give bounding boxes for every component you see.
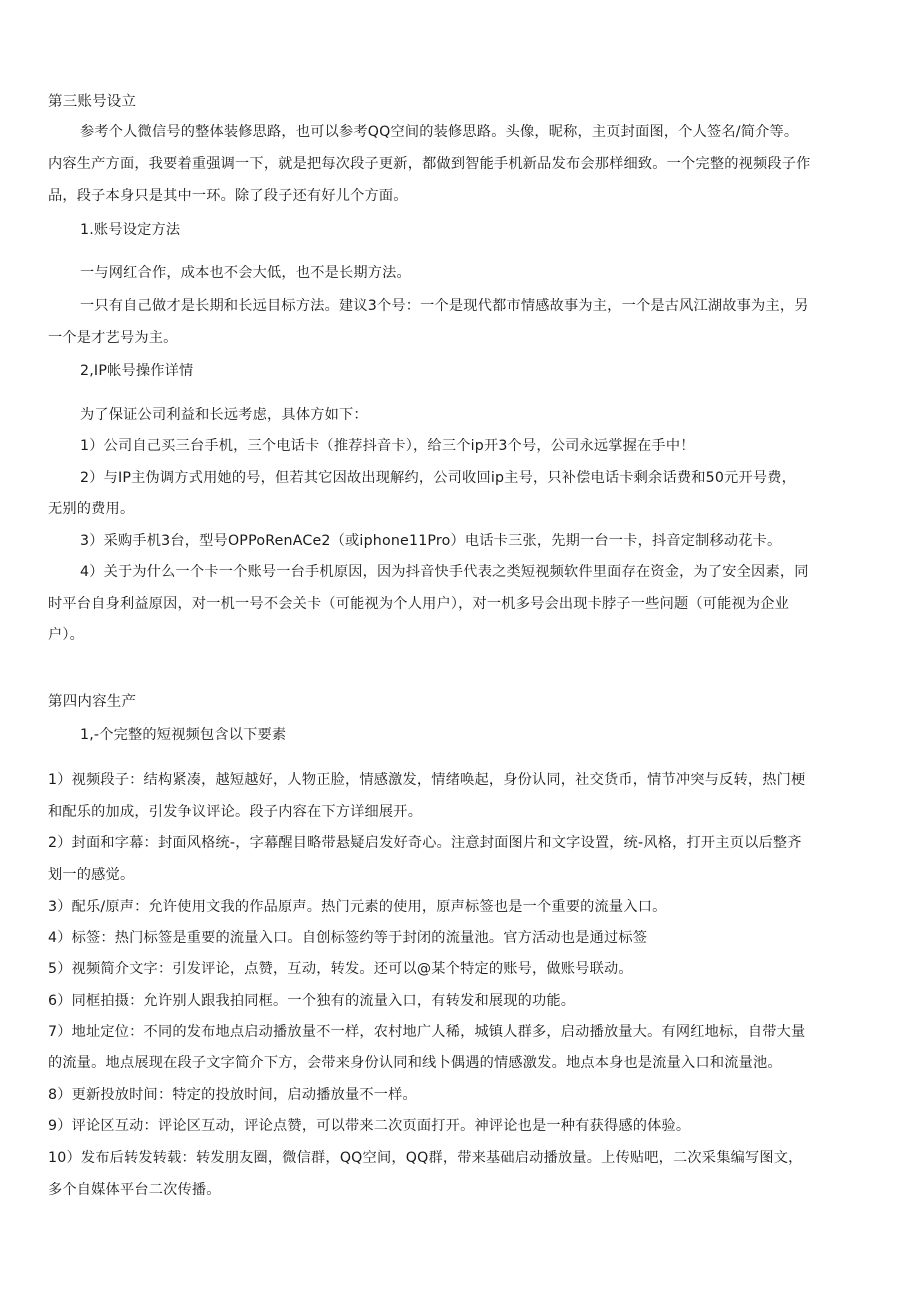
paragraph-line: 一与网红合作，成本也不会大低，也不是长期方法。	[80, 265, 411, 281]
list-item: 4）标签：热门标签是重要的流量入口。自创标签约等于封闭的流量池。官方活动也是通过标签	[48, 930, 648, 946]
section-heading: 第三账号设立	[48, 94, 137, 110]
list-item: 4）关于为什么一个卡一个账号一台手机原因，因为抖音快手代表之类短视频软件里面存在资金，为了安全因素，同	[80, 564, 809, 580]
subheading: 1.账号设定方法	[80, 222, 181, 238]
list-item: 5）视频简介文字：引发评论，点赞，互动，转发。还可以@某个特定的账号，做账号联动。	[48, 961, 633, 977]
list-item: 10）发布后转发转载：转发朋友圈，微信群，QQ空间，QQ群，带来基础启动播放量。上传贴吧，二次采集编写图文，	[48, 1150, 803, 1166]
list-item: 和配乐的加成，引发争议评论。段子内容在下方详细展开。	[48, 804, 423, 820]
list-item: 1）视频段子：结构紧凑，越短越好，人物正脸，情感激发，情绪唤起，身份认同，社交货币，情节冲突与反转，热门梗	[48, 772, 806, 788]
paragraph-line: 参考个人微信号的整体装修思路，也可以参考QQ空间的装修思路。头像，昵称，主页封面图，个人签名/简介等。	[80, 124, 799, 140]
paragraph-line: 内容生产方面，我要着重强调一下，就是把每次段子更新，都做到智能手机新品发布会那样细致。一个完整的视频段子作	[48, 156, 811, 172]
list-item: 的流量。地点展现在段子文字简介下方，会带来身份认同和线卜偶遇的情感激发。地点本身也是流量入口和流量池。	[48, 1055, 782, 1071]
subheading: 2,IP帐号操作详情	[80, 363, 194, 379]
list-item: 3）采购手机3台，型号OPPoRenACe2（或iphone11Pro）电话卡三张，先期一台一卡，抖音定制移动花卡。	[80, 533, 782, 549]
list-item: 划一的感觉。	[48, 867, 135, 883]
list-item: 7）地址定位：不同的发布地点启动播放量不一样，农村地广人稀，城镇人群多，启动播放量大。有网红地标，自带大量	[48, 1024, 806, 1040]
list-item: 无别的费用。	[48, 501, 135, 517]
list-item: 3）配乐/原声：允许使用文我的作品原声。热门元素的使用，原声标签也是一个重要的流量入口。	[48, 899, 667, 915]
list-item: 户）。	[48, 627, 85, 643]
list-item: 时平台自身利益原因，对一机一号不会关卡（可能视为个人用户），对一机多号会出现卡脖子一些问题（可能视为企业	[48, 596, 790, 612]
paragraph-line: 为了保证公司利益和长远考虑，具体方如下：	[80, 407, 368, 423]
list-item: 9）评论区互动：评论区互动，评论点赞，可以带来二次页面打开。神评论也是一种有获得感的体验。	[48, 1118, 691, 1134]
list-item: 6）同框拍摄：允许别人跟我拍同框。一个独有的流量入口，有转发和展现的功能。	[48, 993, 576, 1009]
paragraph-line: 一个是才艺号为主。	[48, 330, 178, 346]
list-item: 2）封面和字幕：封面风格统-，字幕醒目略带悬疑启发好奇心。注意封面图片和文字设置，统-风格，打开主页以后整齐	[48, 835, 802, 851]
section-heading: 第四内容生产	[48, 694, 137, 710]
list-item: 8）更新投放时间：特定的投放时间，启动播放量不一样。	[48, 1087, 417, 1103]
paragraph-line: 品，段子本身只是其中一环。除了段子还有好儿个方面。	[48, 188, 408, 204]
list-item: 1）公司自己买三台手机，三个电话卡（推荐抖音卡），给三个ip开3个号，公司永远掌握在手中！	[80, 438, 695, 454]
subheading: 1,-个完整的短视频包含以下要素	[80, 727, 287, 743]
paragraph-line: 一只有自己做才是长期和长远目标方法。建议3个号：一个是现代都市情感故事为主，一个是古风江湖故事为主，另	[80, 298, 809, 314]
list-item: 多个自媒体平台二次传播。	[48, 1182, 221, 1198]
list-item: 2）与IP主伪调方式用她的号，但若其它因故出现解约，公司收回ip主号，只补偿电话卡剩余话费和50元开号费，	[80, 470, 796, 486]
